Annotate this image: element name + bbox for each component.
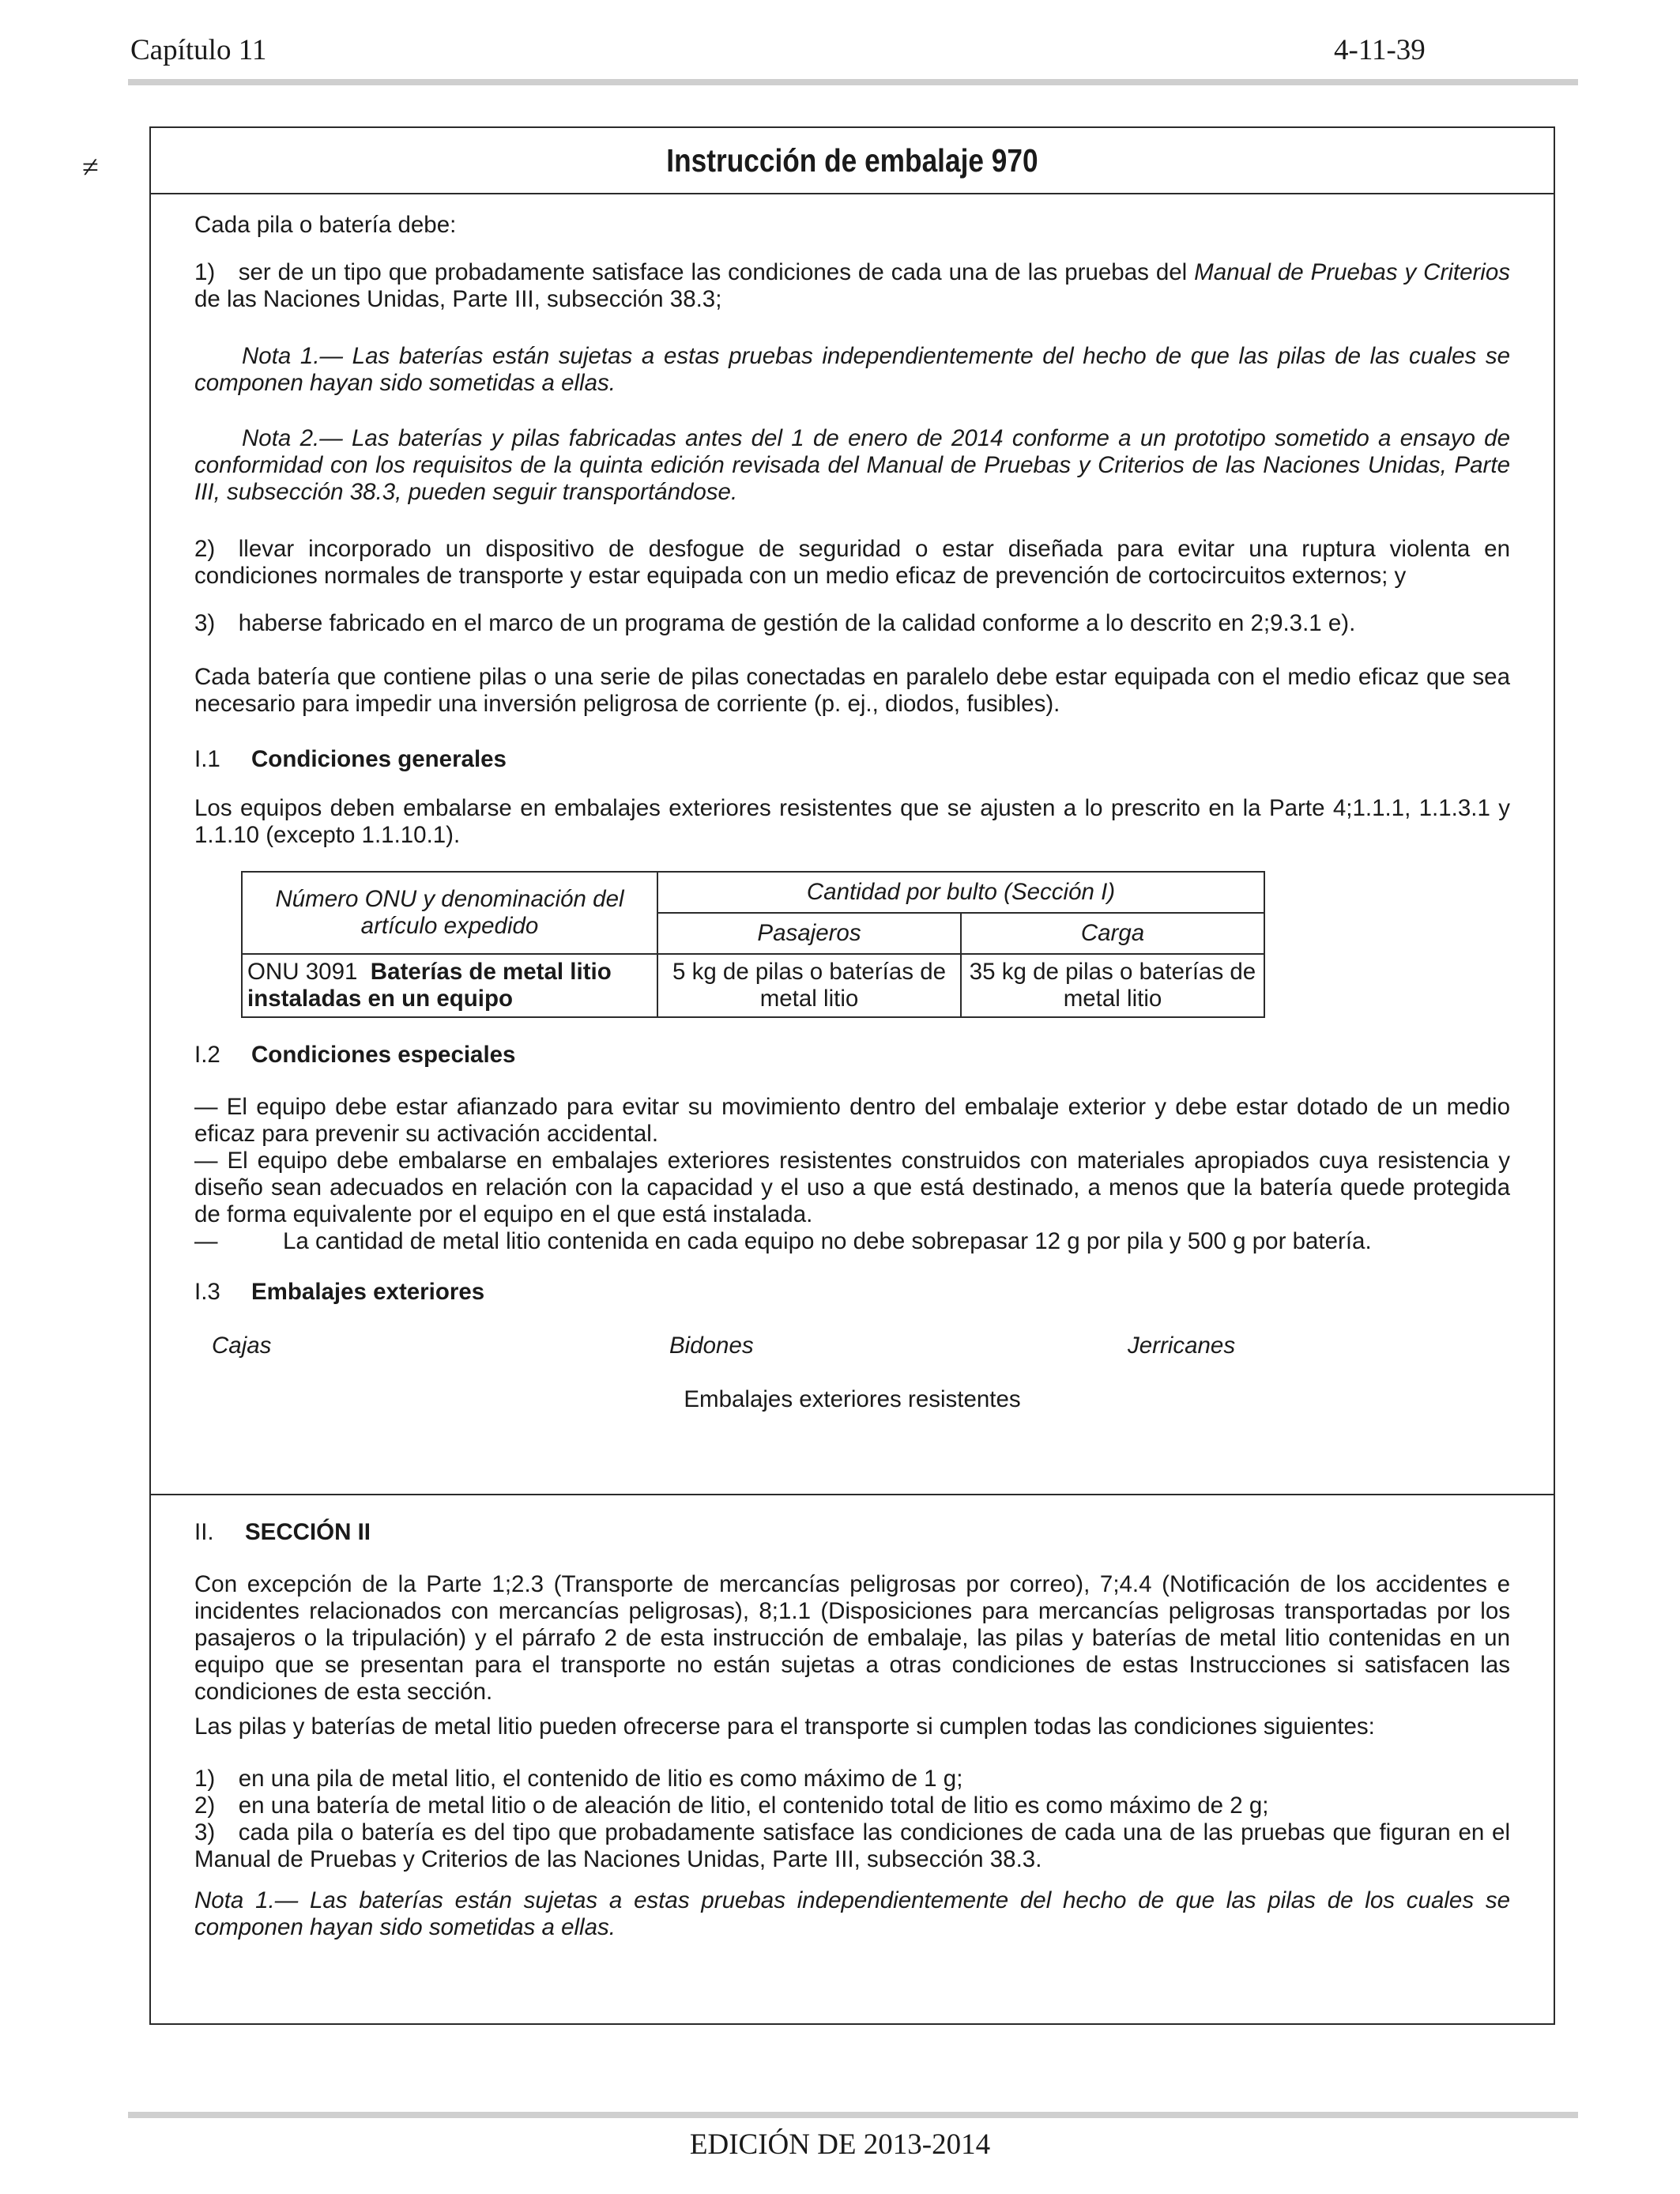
section-two-text: Con excepción de la Parte 1;2.3 (Transporte de mercancías peligrosas por correo), 7;4.4 (Notificación de los accidentes e incidentes relacionados con mercancías peligrosas), 8;1.1 (Disposiciones para mercancías peligrosas transportadas por los pasajeros o la tripulación) y el párrafo 2 de esta instrucción de embalaje, las pilas y baterías de metal litio contenidas en un equipo que se presentan para el transporte no están sujetas a otras condiciones de estas Instrucciones si satisfacen las condiciones de esta sección. (194, 1571, 1510, 1705)
intro-text: Cada pila o batería debe: (194, 212, 457, 238)
packaging-type: Bidones (669, 1333, 754, 1359)
header-rule (128, 79, 1578, 85)
header-passengers: Pasajeros (657, 913, 961, 954)
item-1-text-a: 1) ser de un tipo que probadamente satisface las condiciones de cada una de las pruebas del (194, 259, 1195, 285)
special-condition-3-text: La cantidad de metal litio contenida en cada equipo no debe sobrepasar 12 g por pila y 500 g por batería. (283, 1228, 1372, 1254)
section-heading-ii (194, 1519, 371, 1546)
special-condition-3 (194, 1228, 1510, 1255)
edition-footer: EDICIÓN DE 2013-2014 (689, 2128, 991, 2161)
section-two-item-2: 2) en una batería de metal litio o de aleación de litio, el contenido total de litio es como máximo de 2 g; (194, 1793, 1269, 1819)
header-cargo: Carga (961, 913, 1264, 954)
item-1 (194, 259, 1510, 313)
page-title: Instrucción de embalaje 970 (666, 141, 1038, 179)
section-number: I.1 (194, 746, 220, 772)
note-1: Nota 1.— Las baterías están sujetas a estas pruebas independientemente del hecho de que las pilas de las cuales se componen hayan sido sometidas a ellas. (194, 343, 1510, 396)
section-title: Condiciones generales (251, 746, 507, 772)
item-1-manual-ref: Manual de Pruebas y Criterios (1194, 259, 1511, 285)
section-title: Condiciones especiales (251, 1042, 516, 1068)
section-two-note: Nota 1.— Las baterías están sujetas a estas pruebas independientemente del hecho de que las pilas de los cuales se componen hayan sido sometidas a ellas. (194, 1887, 1510, 1940)
section-two-item-1: 1) en una pila de metal litio, el contenido de litio es como máximo de 1 g; (194, 1766, 963, 1792)
cell-un-entry (242, 954, 657, 1017)
section-one (151, 193, 1554, 1494)
item-2: 2) llevar incorporado un dispositivo de desfogue de seguridad o estar diseñada para evitar una ruptura violenta en condiciones normales de transporte y estar equipada con un medio eficaz de prevención de cortocircuitos externos; y (194, 536, 1510, 589)
section-two-intro: Las pilas y baterías de metal litio pueden ofrecerse para el transporte si cumplen todas las condiciones siguientes: (194, 1713, 1375, 1740)
item-1-text-c: de las Naciones Unidas, Parte III, subsección 38.3; (194, 286, 722, 312)
running-head-chapter: Capítulo 11 (130, 34, 267, 66)
header-un-name: Número ONU y denominación del artículo expedido (242, 872, 657, 954)
packaging-type: Cajas (212, 1333, 272, 1359)
section-heading-i2 (194, 1042, 515, 1069)
section-two (151, 1494, 1554, 2025)
parallel-note: Cada batería que contiene pilas o una serie de pilas conectadas en paralelo debe estar equipada con el medio eficaz que sea necesario para impedir una inversión peligrosa de corriente (p. ej., diodos, fusibles). (194, 664, 1510, 717)
section-heading-i1 (194, 746, 507, 773)
general-conditions-text: Los equipos deben embalarse en embalajes exteriores resistentes que se ajusten a lo prescrito en la Parte 4;1.1.1, 1.1.3.1 y 1.1.10 (excepto 1.1.10.1). (194, 795, 1510, 848)
special-condition-1: — El equipo debe estar afianzado para evitar su movimiento dentro del embalaje exterior y debe estar dotado de un medio eficaz para prevenir su activación accidental. (194, 1094, 1510, 1147)
item-3: 3) haberse fabricado en el marco de un programa de gestión de la calidad conforme a lo descrito en 2;9.3.1 e). (194, 610, 1356, 636)
section-title: Embalajes exteriores (251, 1279, 485, 1305)
cell-cargo: 35 kg de pilas o baterías de metal litio (961, 954, 1264, 1017)
quantity-table-wrap (194, 871, 1510, 1021)
un-proper-name: Baterías de metal litio instaladas en un equipo (247, 959, 612, 1012)
footer-rule (128, 2112, 1578, 2118)
title-bar (151, 128, 1554, 194)
un-number: ONU 3091 (247, 959, 358, 985)
header-quantity: Cantidad por bulto (Sección I) (657, 872, 1264, 913)
note-2: Nota 2.— Las baterías y pilas fabricadas antes del 1 de enero de 2014 conforme a un prototipo sometido a ensayo de conformidad con los requisitos de la quinta edición revisada del Manual de Pruebas y Criterios de las Naciones Unidas, Parte III, subsección 38.3, pueden seguir transportándose. (194, 425, 1510, 505)
section-two-item-3: 3) cada pila o batería es del tipo que probadamente satisface las condiciones de cada una de las pruebas que figuran en el Manual de Pruebas y Criterios de las Naciones Unidas, Parte III, subsección 38.3. (194, 1819, 1510, 1872)
dash: — (194, 1228, 218, 1254)
packaging-type: Jerricanes (1128, 1333, 1236, 1359)
table-header-row (242, 872, 1264, 913)
section-number: I.3 (194, 1279, 220, 1305)
special-condition-2: — El equipo debe embalarse en embalajes exteriores resistentes construidos con materiales apropiados cuya resistencia y diseño sean adecuados en relación con la capacidad y el uso a que está destinado, a menos que la batería quede protegida de forma equivalente por el equipo en el que está instalada. (194, 1148, 1510, 1227)
section-title: SECCIÓN II (245, 1519, 371, 1545)
section-heading-i3 (194, 1279, 484, 1306)
section-number: I.2 (194, 1042, 220, 1068)
packing-instruction-box (149, 126, 1555, 2025)
cell-passengers: 5 kg de pilas o baterías de metal litio (657, 954, 961, 1017)
section-number: II. (194, 1519, 214, 1545)
table-row (242, 954, 1264, 1017)
packaging-caption: Embalajes exteriores resistentes (684, 1386, 1021, 1412)
running-head-page-number: 4-11-39 (1334, 34, 1426, 66)
change-mark: ≠ (82, 151, 99, 184)
quantity-table (241, 871, 1265, 1018)
packaging-types-row (194, 1333, 1510, 1361)
